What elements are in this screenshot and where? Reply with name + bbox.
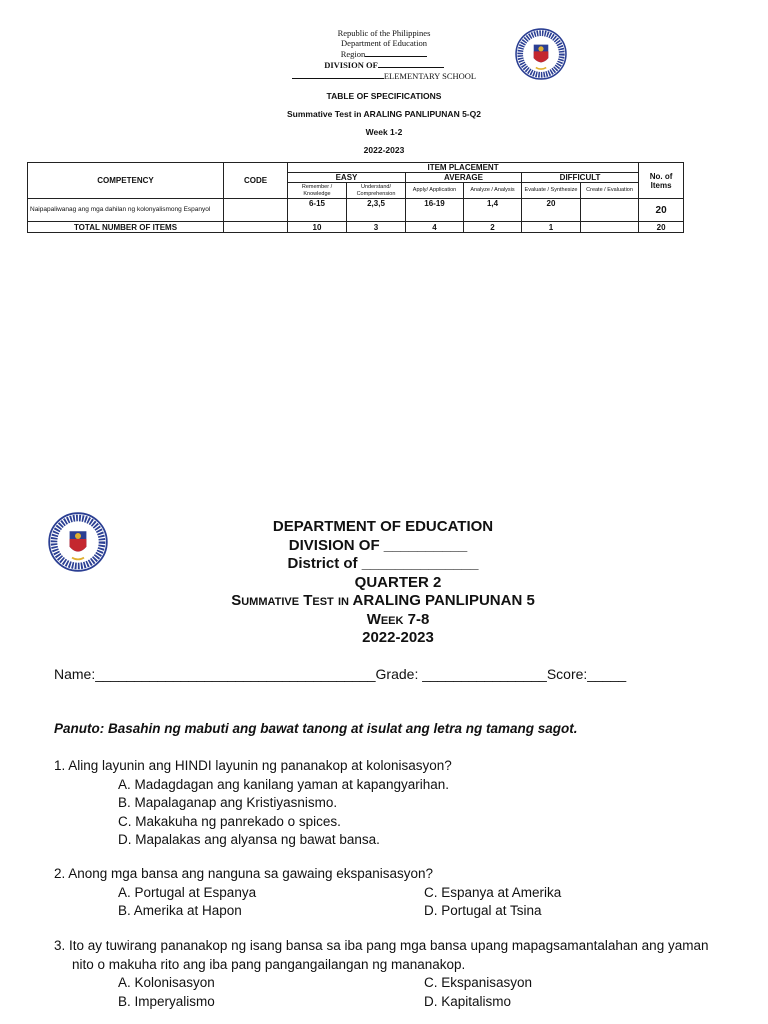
deped-seal-icon (515, 28, 567, 80)
code-header: CODE (224, 163, 288, 199)
test-dept: DEPARTMENT OF EDUCATION (272, 518, 494, 535)
answer-option[interactable]: C. Ekspanisasyon (424, 975, 533, 990)
total-code-cell (224, 222, 288, 233)
test-week: Week 7-8 (366, 610, 430, 628)
test-summative: Summative Test in ARALING PANLIPUNAN 5 (231, 592, 535, 609)
total-cell: 2 (464, 222, 522, 233)
question-stem: 2. Anong mga bansa ang nanguna sa gawaing ekspanisasyon? (54, 866, 434, 881)
items-cell: 20 (639, 199, 684, 222)
group-average: AVERAGE (406, 173, 522, 183)
division-line: DIVISION OF (0, 59, 768, 70)
table-row (28, 199, 684, 222)
tos-titles (0, 90, 768, 162)
test-district: District of ______________ (287, 555, 479, 572)
code-cell (224, 199, 288, 222)
answer-option[interactable]: B. Amerika at Hapon (118, 903, 242, 918)
answer-option[interactable]: D. Kapitalismo (424, 993, 512, 1009)
answer-option[interactable]: B. Imperyalismo (118, 993, 215, 1009)
item-placement-header: ITEM PLACEMENT (288, 163, 639, 173)
question-stem: 3. Ito ay tuwirang pananakop ng isang bansa sa iba pang mga bansa upang mapagsamantalahan ang yaman nito o makuha rito ang iba pang pangangailangan ng mananakop. (54, 938, 709, 972)
test-header (200, 518, 566, 648)
region-line: Region (0, 48, 768, 59)
level-remember: Remember / Knowledge (288, 183, 347, 199)
republic-line: Republic of the Philippines (337, 28, 431, 38)
question-3 (54, 937, 714, 1011)
deped-seal-icon (48, 512, 108, 572)
test-quarter: QUARTER 2 (354, 573, 442, 591)
group-easy: EASY (288, 173, 406, 183)
total-cell (581, 222, 639, 233)
tos-subtitle: Summative Test in ARALING PANLIPUNAN 5-Q2 (287, 109, 481, 119)
name-field[interactable]: Name:____________________________________ (54, 666, 376, 682)
total-cell: 10 (288, 222, 347, 233)
answer-option[interactable]: D. Portugal at Tsina (424, 903, 542, 918)
test-division: DIVISION OF __________ (288, 536, 468, 554)
answer-option[interactable]: A. Portugal at Espanya (118, 884, 257, 900)
question-stem: 1. Aling layunin ang HINDI layunin ng pananakop at kolonisasyon? (54, 758, 452, 773)
student-info-line (54, 666, 694, 682)
tos-header (0, 28, 768, 81)
group-difficult: DIFFICULT (522, 173, 639, 183)
value-cell: 2,3,5 (347, 199, 406, 222)
answer-option[interactable]: A. Madagdagan ang kanilang yaman at kapangyarihan. (118, 776, 449, 792)
answer-option[interactable]: C. Makakuha ng panrekado o spices. (118, 813, 341, 829)
total-cell: 3 (347, 222, 406, 233)
answer-option[interactable]: D. Mapalakas ang alyansa ng bawat bansa. (118, 832, 380, 847)
answer-option[interactable]: C. Espanya at Amerika (424, 884, 562, 900)
school-line: ELEMENTARY SCHOOL (0, 70, 768, 81)
specifications-table (27, 162, 684, 233)
score-field[interactable]: Score:_____ (546, 666, 627, 682)
total-label: TOTAL NUMBER OF ITEMS (28, 222, 224, 233)
level-analyze: Analyze / Analysis (464, 183, 522, 199)
question-1 (54, 757, 714, 850)
competency-cell: Naipapaliwanag ang mga dahilan ng kolonyalismong Espanyol (28, 199, 224, 222)
total-items-cell: 20 (639, 222, 684, 233)
question-2 (54, 865, 714, 921)
level-apply: Apply/ Application (406, 183, 464, 199)
instructions: Panuto: Basahin ng mabuti ang bawat tanong at isulat ang letra ng tamang sagot. (54, 721, 578, 736)
grade-field[interactable]: Grade: ________________ (375, 666, 547, 682)
value-cell: 6-15 (288, 199, 347, 222)
tos-year: 2022-2023 (363, 145, 405, 155)
answer-option[interactable]: A. Kolonisasyon (118, 975, 215, 990)
test-year: 2022-2023 (362, 629, 434, 646)
tos-week: Week 1-2 (365, 127, 403, 137)
total-cell: 4 (406, 222, 464, 233)
value-cell (581, 199, 639, 222)
level-evaluate: Evaluate / Synthesize (522, 183, 581, 199)
department-line: Department of Education (341, 38, 427, 48)
answer-option[interactable]: B. Mapalaganap ang Kristiyasnismo. (118, 795, 338, 810)
items-header: No. of Items (639, 163, 684, 199)
value-cell: 1,4 (464, 199, 522, 222)
value-cell: 16-19 (406, 199, 464, 222)
level-create: Create / Evaluation (581, 183, 639, 199)
value-cell: 20 (522, 199, 581, 222)
table-row (28, 222, 684, 233)
tos-title: TABLE OF SPECIFICATIONS (326, 91, 442, 101)
total-cell: 1 (522, 222, 581, 233)
competency-header: COMPETENCY (28, 163, 224, 199)
level-understand: Understand/ Comprehension (347, 183, 406, 199)
